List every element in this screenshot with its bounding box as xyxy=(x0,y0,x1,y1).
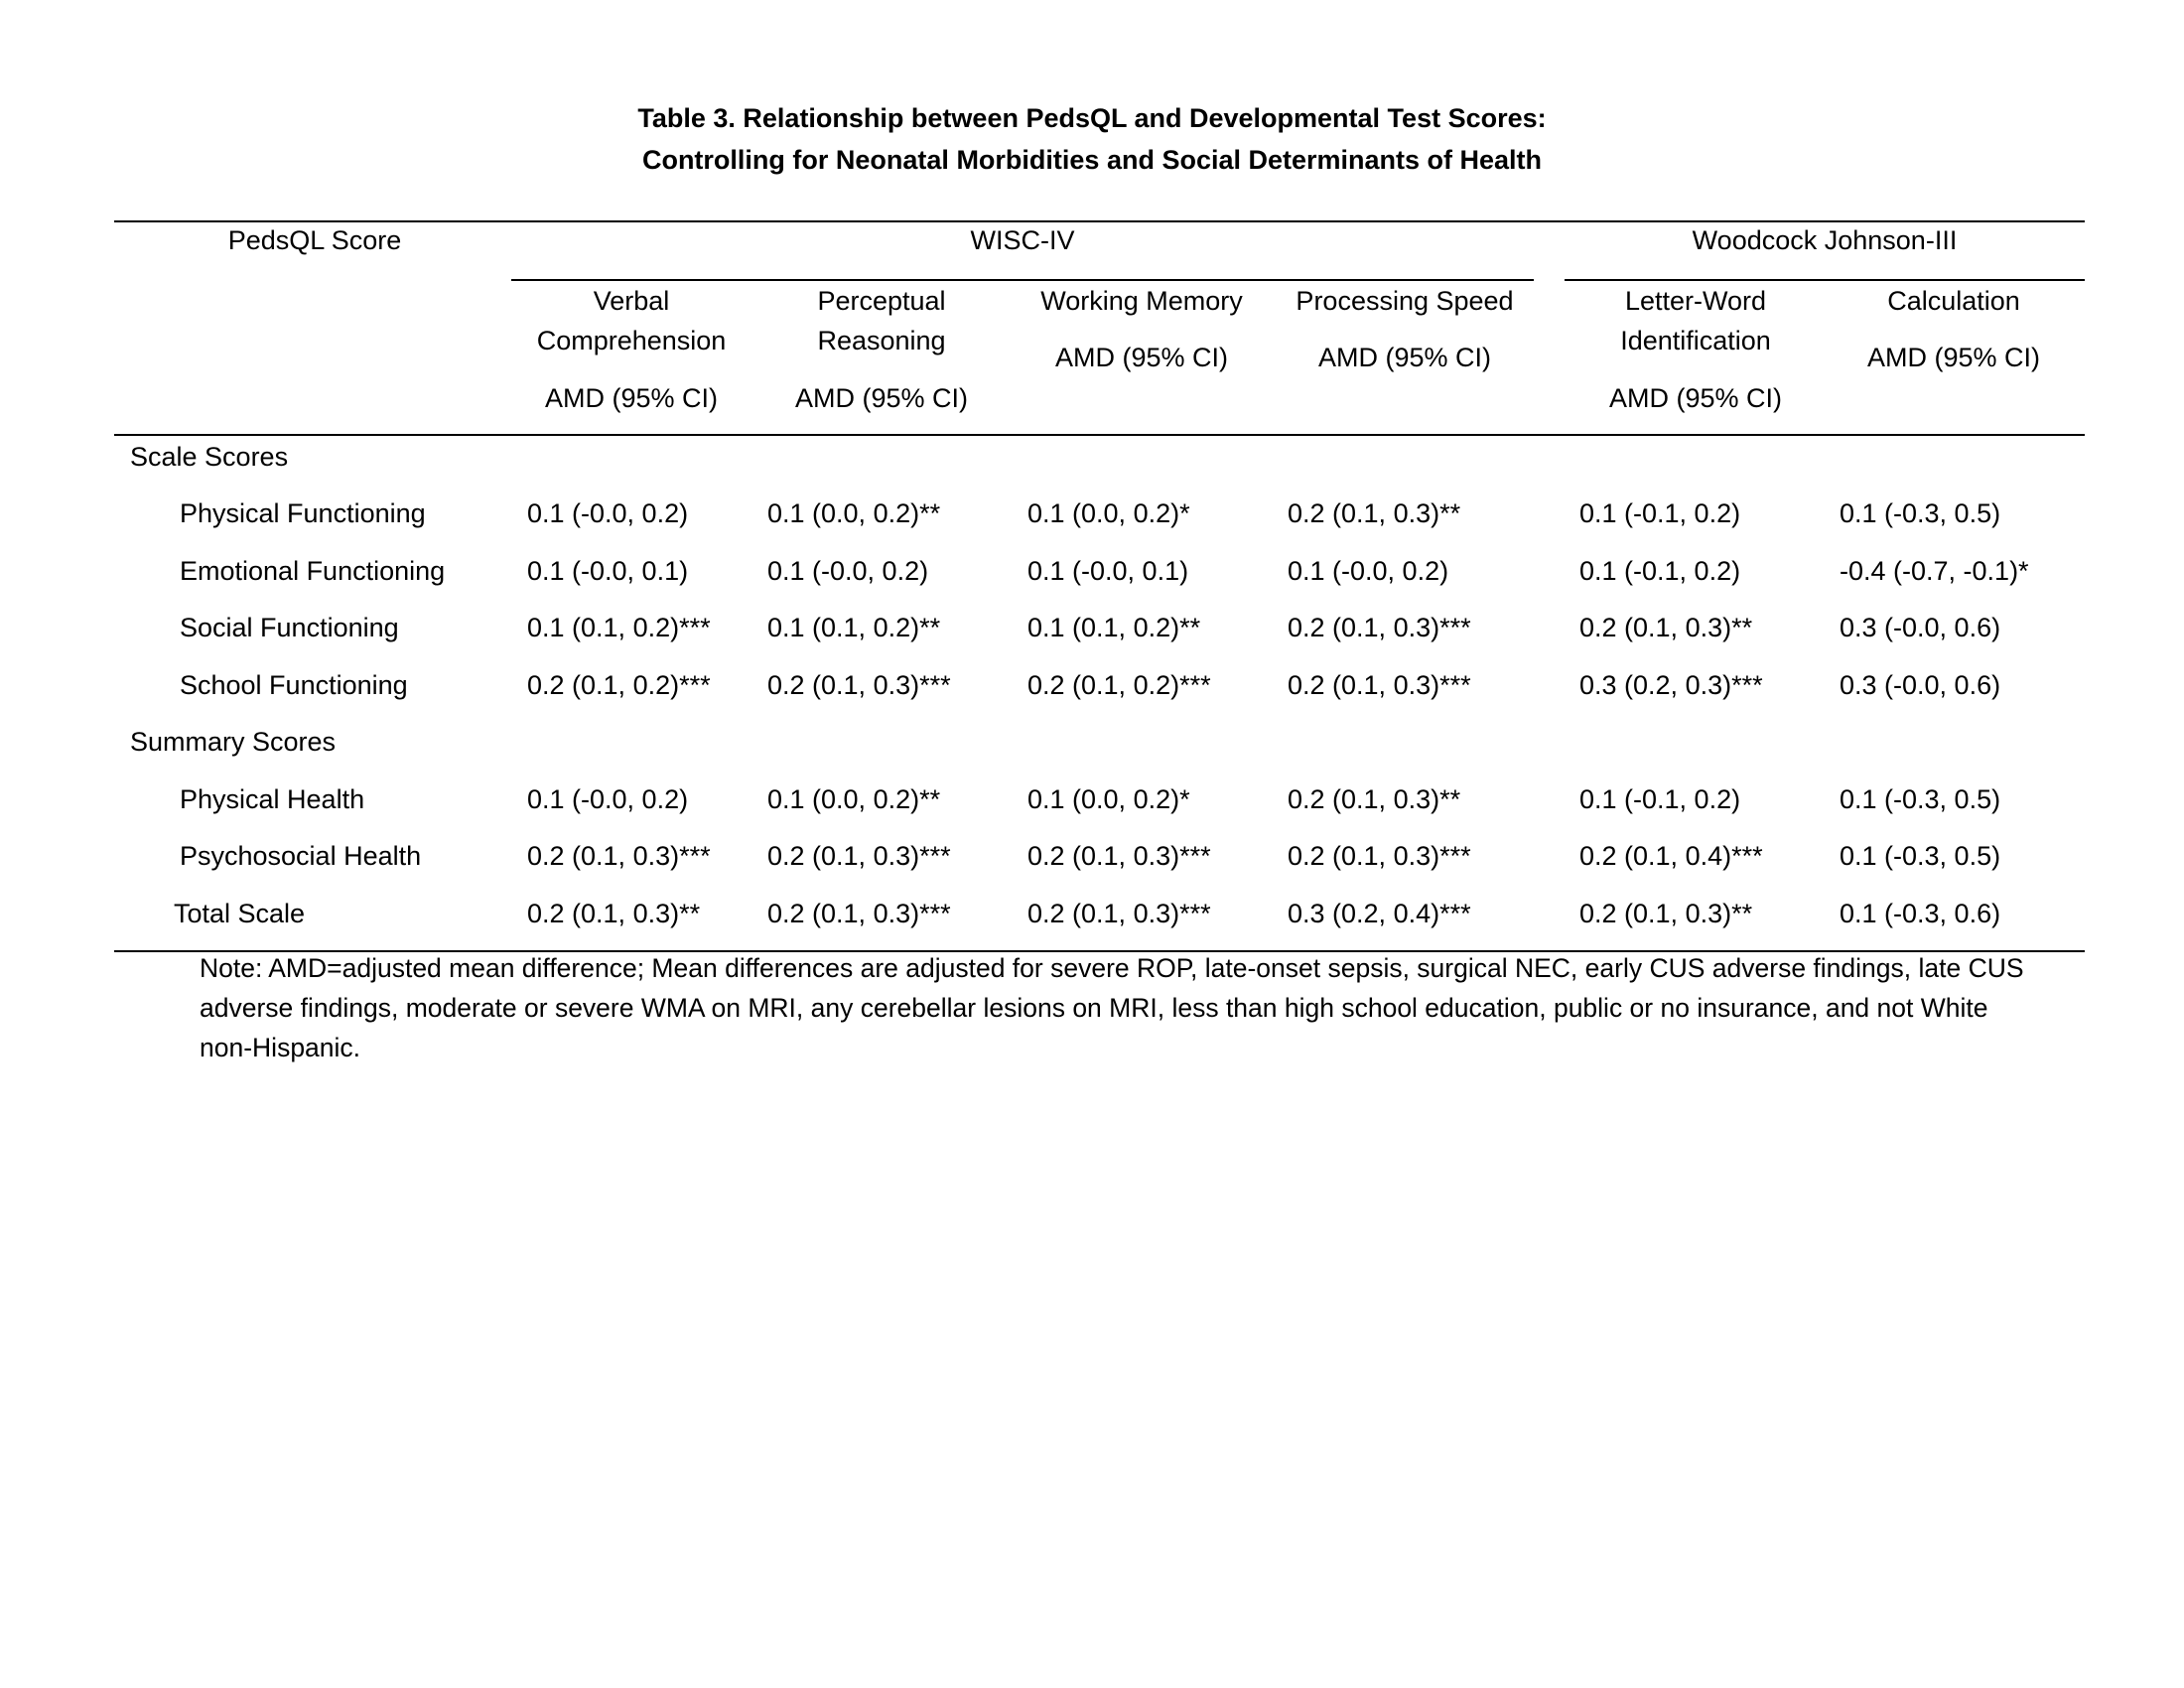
table-title-line-1: Table 3. Relationship between PedsQL and Developmental Test Scores: xyxy=(637,103,1547,133)
table-cell: 0.1 (-0.3, 0.5) xyxy=(1840,841,2001,871)
table-cell: 0.2 (0.1, 0.3)*** xyxy=(1027,899,1211,928)
table-cell: 0.1 (0.0, 0.2)** xyxy=(767,784,941,814)
table-footnote: Note: AMD=adjusted mean difference; Mean differences are adjusted for severe ROP, late-onset sepsis, surgical NEC, early CUS adverse findings, late CUS adverse findings, moderate or severe WMA on MRI, any cerebellar lesions on MRI, less than high school education, public or no insurance, and not White non-Hispanic. xyxy=(200,953,2024,1062)
row-label: Total Scale xyxy=(174,899,306,928)
table-cell: 0.2 (0.1, 0.3)*** xyxy=(1288,613,1471,642)
table-cell: 0.2 (0.1, 0.3)** xyxy=(1579,613,1753,642)
table-cell: 0.2 (0.1, 0.3)*** xyxy=(767,670,951,700)
section-summary-scores: Summary Scores xyxy=(130,727,337,757)
table-cell: 0.1 (-0.0, 0.1) xyxy=(1027,556,1189,586)
col-perceptual-reasoning-line1: Perceptual xyxy=(817,286,946,316)
table-cell: 0.2 (0.1, 0.3)** xyxy=(1288,498,1461,528)
table-cell: 0.1 (-0.0, 0.2) xyxy=(1288,556,1449,586)
col-perceptual-reasoning-line2: Reasoning xyxy=(817,326,946,355)
row-label: Social Functioning xyxy=(180,613,399,642)
table-cell: 0.2 (0.1, 0.4)*** xyxy=(1579,841,1763,871)
table-cell: -0.4 (-0.7, -0.1)* xyxy=(1840,556,2029,586)
col-verbal-comprehension-line1: Verbal xyxy=(593,286,670,316)
table-cell: 0.1 (-0.1, 0.2) xyxy=(1579,498,1741,528)
header-pedsql-score: PedsQL Score xyxy=(227,225,402,255)
section-scale-scores: Scale Scores xyxy=(130,442,289,472)
table-cell: 0.2 (0.1, 0.2)*** xyxy=(527,670,711,700)
col-working-memory-unit: AMD (95% CI) xyxy=(1054,343,1229,372)
table-cell: 0.2 (0.1, 0.3)** xyxy=(1288,784,1461,814)
header-group-woodcock-johnson: Woodcock Johnson-III xyxy=(1692,225,1958,255)
col-letter-word-unit: AMD (95% CI) xyxy=(1608,383,1783,413)
table-cell: 0.2 (0.1, 0.3)** xyxy=(527,899,701,928)
table-cell: 0.1 (-0.1, 0.2) xyxy=(1579,556,1741,586)
table-cell: 0.2 (0.1, 0.3)*** xyxy=(527,841,711,871)
table-cell: 0.2 (0.1, 0.3)*** xyxy=(1027,841,1211,871)
table-cell: 0.1 (0.1, 0.2)** xyxy=(1027,613,1201,642)
header-bottom-rule xyxy=(114,434,2085,436)
table-cell: 0.3 (-0.0, 0.6) xyxy=(1840,613,2001,642)
col-verbal-comprehension-unit: AMD (95% CI) xyxy=(544,383,719,413)
header-group-wisc: WISC-IV xyxy=(970,225,1075,255)
table-cell: 0.2 (0.1, 0.2)*** xyxy=(1027,670,1211,700)
table-cell: 0.1 (-0.0, 0.1) xyxy=(527,556,689,586)
table-cell: 0.1 (-0.0, 0.2) xyxy=(527,498,689,528)
col-working-memory-line1: Working Memory xyxy=(1040,286,1243,316)
col-letter-word-line2: Identification xyxy=(1620,326,1771,355)
table-title-line-2: Controlling for Neonatal Morbidities and Social Determinants of Health xyxy=(641,145,1543,175)
row-label: Psychosocial Health xyxy=(180,841,422,871)
table-cell: 0.1 (0.0, 0.2)** xyxy=(767,498,941,528)
table-title xyxy=(0,97,2184,181)
table-cell: 0.1 (0.1, 0.2)*** xyxy=(527,613,711,642)
table-cell: 0.1 (-0.0, 0.2) xyxy=(527,784,689,814)
table-cell: 0.2 (0.1, 0.3)*** xyxy=(767,899,951,928)
table-cell: 0.1 (-0.3, 0.6) xyxy=(1840,899,2001,928)
col-calculation-line1: Calculation xyxy=(1887,286,2020,316)
row-label: Physical Health xyxy=(180,784,365,814)
table-cell: 0.1 (0.0, 0.2)* xyxy=(1027,784,1190,814)
table-cell: 0.1 (-0.3, 0.5) xyxy=(1840,784,2001,814)
table-cell: 0.1 (-0.1, 0.2) xyxy=(1579,784,1741,814)
row-label: Physical Functioning xyxy=(180,498,426,528)
table-cell: 0.1 (0.0, 0.2)* xyxy=(1027,498,1190,528)
table-cell: 0.2 (0.1, 0.3)** xyxy=(1579,899,1753,928)
row-label: Emotional Functioning xyxy=(180,556,446,586)
col-perceptual-reasoning-unit: AMD (95% CI) xyxy=(794,383,969,413)
table-cell: 0.3 (0.2, 0.4)*** xyxy=(1288,899,1471,928)
table-cell: 0.2 (0.1, 0.3)*** xyxy=(1288,670,1471,700)
table-cell: 0.1 (-0.0, 0.2) xyxy=(767,556,929,586)
table-cell: 0.3 (-0.0, 0.6) xyxy=(1840,670,2001,700)
col-letter-word-line1: Letter-Word xyxy=(1624,286,1767,316)
col-processing-speed-line1: Processing Speed xyxy=(1296,286,1514,316)
row-label: School Functioning xyxy=(180,670,408,700)
col-calculation-unit: AMD (95% CI) xyxy=(1866,343,2041,372)
table-cell: 0.1 (0.1, 0.2)** xyxy=(767,613,941,642)
table-cell: 0.1 (-0.3, 0.5) xyxy=(1840,498,2001,528)
table-cell: 0.2 (0.1, 0.3)*** xyxy=(1288,841,1471,871)
table-cell: 0.2 (0.1, 0.3)*** xyxy=(767,841,951,871)
col-processing-speed-unit: AMD (95% CI) xyxy=(1317,343,1492,372)
table-cell: 0.3 (0.2, 0.3)*** xyxy=(1579,670,1763,700)
col-verbal-comprehension-line2: Comprehension xyxy=(536,326,727,355)
